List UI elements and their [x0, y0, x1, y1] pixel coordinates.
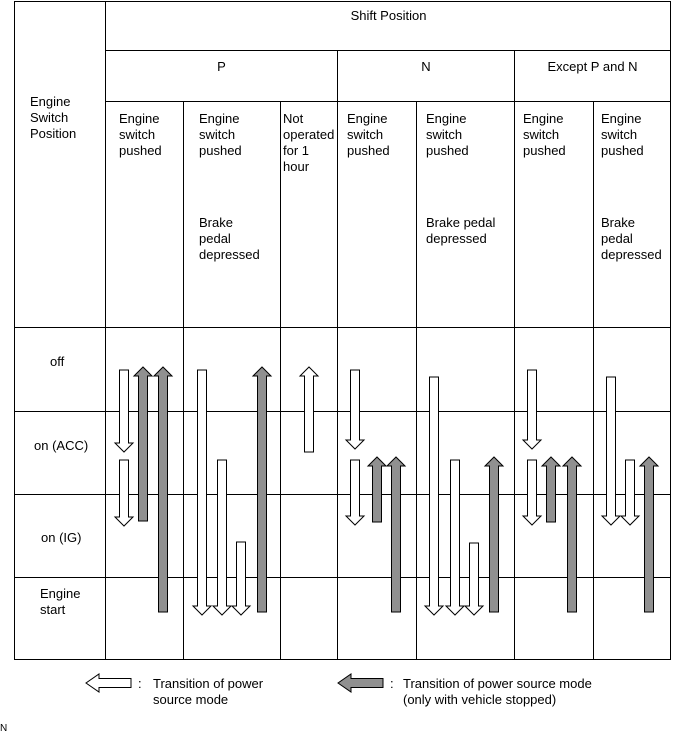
condition-7-line1: Engine switch pushed: [601, 111, 644, 158]
group-header-p: P: [217, 59, 226, 74]
transition-arrow-white: [465, 543, 483, 615]
legend-white-separator: :: [138, 676, 142, 691]
group-header-n: N: [421, 59, 431, 74]
legend-gray-arrow: [338, 674, 383, 692]
transition-arrow-gray: [485, 457, 503, 612]
transition-arrow-white: [346, 370, 364, 449]
group-header-except-p-n: Except P and N: [547, 59, 638, 74]
condition-5-line1: Engine switch pushed: [426, 111, 469, 158]
transition-arrow-gray: [368, 457, 386, 522]
transition-arrow-white: [602, 377, 620, 525]
transition-arrow-gray: [134, 367, 152, 521]
position-off: off: [50, 354, 65, 369]
transition-arrow-white: [446, 460, 464, 615]
condition-7-line2: Brake pedal depressed: [601, 215, 662, 262]
condition-6-line1: Engine switch pushed: [523, 111, 566, 158]
position-engine-start: Engine start: [40, 586, 81, 617]
footer-mark: N: [0, 723, 8, 734]
transition-arrow-gray: [387, 457, 405, 612]
transition-arrow-white: [346, 460, 364, 525]
legend-white-label: Transition of power source mode: [153, 676, 264, 707]
condition-4-line1: Engine switch pushed: [347, 111, 390, 158]
transition-arrow-white: [425, 377, 443, 615]
legend-gray-separator: :: [390, 676, 394, 691]
transition-arrow-white: [300, 367, 318, 452]
transition-arrow-white: [523, 460, 541, 525]
condition-2-line1: Engine switch pushed: [199, 111, 242, 158]
condition-1-line1: Engine switch pushed: [119, 111, 162, 158]
transition-arrow-gray: [563, 457, 581, 612]
transition-arrow-gray: [640, 457, 658, 612]
transition-arrow-gray: [154, 367, 172, 612]
shift-position-header: Shift Position: [350, 8, 427, 23]
engine-switch-position-header: Engine Switch Position: [30, 94, 77, 141]
position-on-ig: on (IG): [41, 530, 82, 545]
transition-arrow-white: [523, 370, 541, 449]
condition-2-line2: Brake pedal depressed: [199, 215, 260, 262]
transition-arrow-white: [232, 542, 250, 615]
transition-arrow-white: [193, 370, 211, 615]
transition-arrow-gray: [253, 367, 271, 612]
position-on-acc: on (ACC): [34, 438, 89, 453]
transition-arrow-white: [621, 460, 639, 525]
transition-arrow-white: [213, 460, 231, 615]
legend-white-arrow: [86, 674, 131, 692]
condition-3-line1: Not operated for 1 hour: [283, 111, 335, 174]
legend-gray-label: Transition of power source mode (only with vehicle stopped): [403, 676, 592, 707]
condition-5-line2: Brake pedal depressed: [426, 215, 496, 246]
transition-arrow-white: [115, 460, 133, 526]
transition-arrow-gray: [542, 457, 560, 522]
